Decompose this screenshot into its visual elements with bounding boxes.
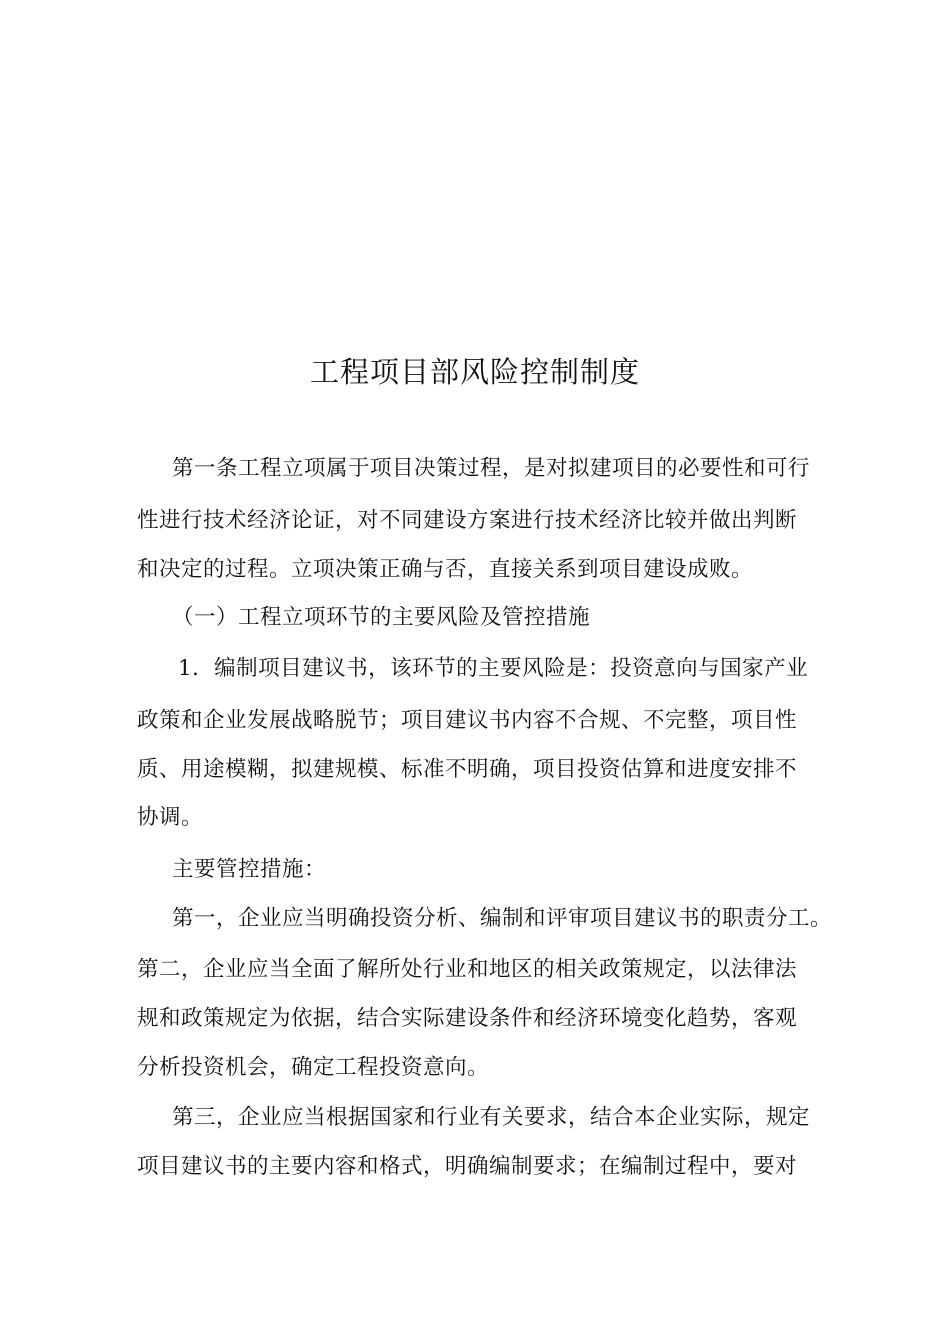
paragraph-line: 第一，企业应当明确投资分析、编制和评审项目建议书的职责分工。: [172, 906, 833, 931]
paragraph-line: 项目建议书的主要内容和格式，明确编制要求；在编制过程中，要对: [137, 1154, 798, 1179]
paragraph-line: 第二，企业应当全面了解所处行业和地区的相关政策规定，以法律法: [137, 957, 798, 982]
paragraph-line: 1．编制项目建议书，该环节的主要风险是：投资意向与国家产业: [178, 656, 809, 681]
paragraph-line: 质、用途模糊，拟建规模、标准不明确，项目投资估算和进度安排不: [137, 757, 798, 782]
paragraph-line: 第一条工程立项属于项目决策过程，是对拟建项目的必要性和可行: [172, 456, 811, 481]
paragraph-line: 和决定的过程。立项决策正确与否，直接关系到项目建设成败。: [137, 557, 754, 582]
paragraph-line: 分析投资机会，确定工程投资意向。: [137, 1055, 490, 1080]
paragraph-line: 政策和企业发展战略脱节；项目建议书内容不合规、不完整，项目性: [137, 708, 798, 733]
paragraph-line: 性进行技术经济论证，对不同建设方案进行技术经济比较并做出判断: [137, 508, 798, 533]
subheading: 主要管控措施：: [172, 857, 327, 882]
paragraph-line: 规和政策规定为依据，结合实际建设条件和经济环境变化趋势，客观: [137, 1006, 798, 1031]
document-title: 工程项目部风险控制制度: [309, 355, 640, 389]
paragraph-line: 第三，企业应当根据国家和行业有关要求，结合本企业实际，规定: [172, 1105, 811, 1130]
paragraph-line: 协调。: [137, 805, 204, 830]
section-heading: （一）工程立项环节的主要风险及管控措施: [172, 605, 591, 630]
